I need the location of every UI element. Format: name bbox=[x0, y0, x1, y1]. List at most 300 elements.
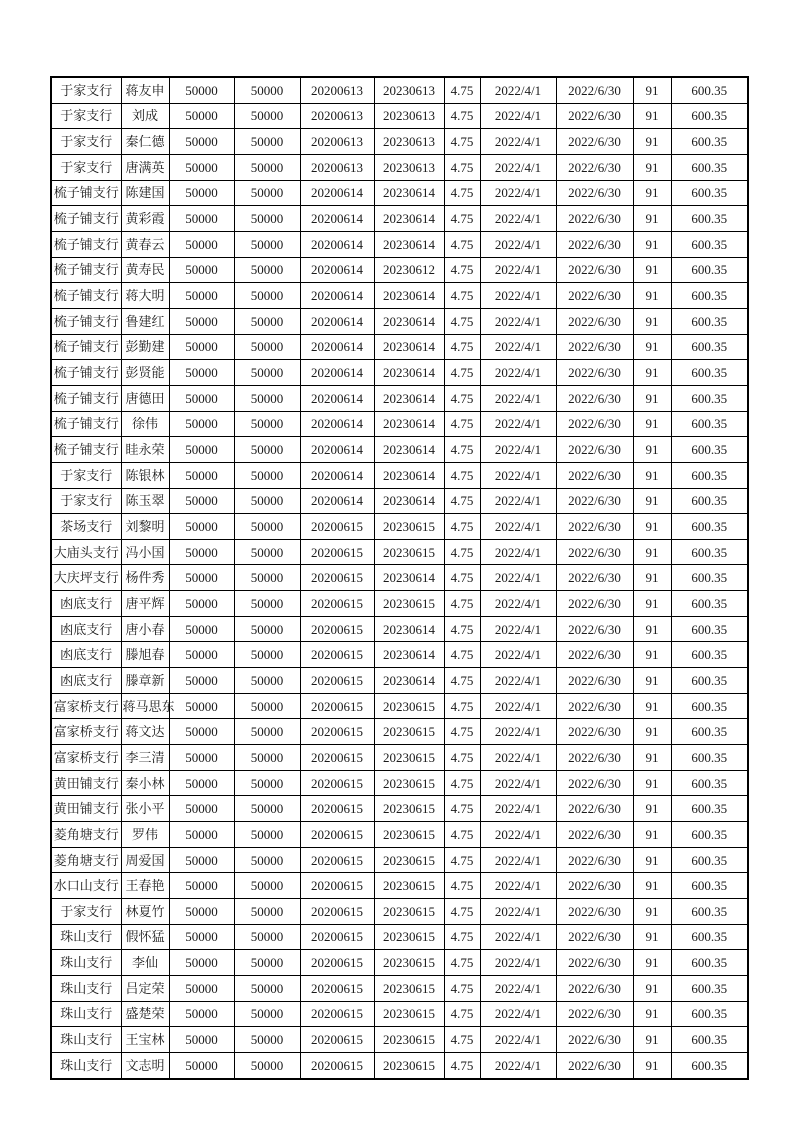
cell-days: 91 bbox=[633, 154, 671, 180]
cell-depositor-name: 蒋文达 bbox=[121, 719, 169, 745]
cell-deposit-date: 20200615 bbox=[300, 642, 374, 668]
cell-rate: 4.75 bbox=[444, 693, 480, 719]
cell-maturity-date: 20230614 bbox=[374, 668, 444, 694]
cell-deposit-date: 20200615 bbox=[300, 796, 374, 822]
cell-amount-2: 50000 bbox=[234, 847, 300, 873]
cell-depositor-name: 彭勤建 bbox=[121, 334, 169, 360]
cell-depositor-name: 林夏竹 bbox=[121, 899, 169, 925]
cell-days: 91 bbox=[633, 950, 671, 976]
cell-branch: 富家桥支行 bbox=[51, 693, 121, 719]
cell-amount-1: 50000 bbox=[169, 899, 234, 925]
cell-interest-end: 2022/6/30 bbox=[556, 1027, 633, 1053]
cell-depositor-name: 吕定荣 bbox=[121, 975, 169, 1001]
cell-interest: 600.35 bbox=[671, 899, 748, 925]
cell-depositor-name: 李三清 bbox=[121, 745, 169, 771]
cell-interest-end: 2022/6/30 bbox=[556, 488, 633, 514]
cell-interest-start: 2022/4/1 bbox=[480, 385, 556, 411]
cell-interest-end: 2022/6/30 bbox=[556, 822, 633, 848]
table-row bbox=[51, 899, 748, 925]
cell-interest: 600.35 bbox=[671, 924, 748, 950]
cell-deposit-date: 20200615 bbox=[300, 693, 374, 719]
cell-interest: 600.35 bbox=[671, 693, 748, 719]
cell-interest: 600.35 bbox=[671, 488, 748, 514]
cell-depositor-name: 鲁建红 bbox=[121, 308, 169, 334]
cell-branch: 凼底支行 bbox=[51, 668, 121, 694]
cell-branch: 于家支行 bbox=[51, 154, 121, 180]
cell-deposit-date: 20200614 bbox=[300, 437, 374, 463]
cell-rate: 4.75 bbox=[444, 283, 480, 309]
cell-days: 91 bbox=[633, 334, 671, 360]
cell-amount-1: 50000 bbox=[169, 668, 234, 694]
cell-amount-2: 50000 bbox=[234, 257, 300, 283]
cell-deposit-date: 20200615 bbox=[300, 591, 374, 617]
cell-branch: 珠山支行 bbox=[51, 950, 121, 976]
cell-interest-end: 2022/6/30 bbox=[556, 154, 633, 180]
cell-interest-start: 2022/4/1 bbox=[480, 616, 556, 642]
cell-amount-2: 50000 bbox=[234, 950, 300, 976]
cell-days: 91 bbox=[633, 488, 671, 514]
cell-interest-end: 2022/6/30 bbox=[556, 231, 633, 257]
cell-deposit-date: 20200614 bbox=[300, 257, 374, 283]
cell-days: 91 bbox=[633, 77, 671, 103]
cell-maturity-date: 20230615 bbox=[374, 950, 444, 976]
cell-interest: 600.35 bbox=[671, 231, 748, 257]
cell-interest: 600.35 bbox=[671, 514, 748, 540]
cell-deposit-date: 20200614 bbox=[300, 411, 374, 437]
cell-deposit-date: 20200614 bbox=[300, 488, 374, 514]
cell-days: 91 bbox=[633, 591, 671, 617]
cell-days: 91 bbox=[633, 129, 671, 155]
cell-interest: 600.35 bbox=[671, 206, 748, 232]
cell-days: 91 bbox=[633, 796, 671, 822]
cell-interest-end: 2022/6/30 bbox=[556, 411, 633, 437]
cell-maturity-date: 20230615 bbox=[374, 591, 444, 617]
table-row bbox=[51, 514, 748, 540]
cell-branch: 珠山支行 bbox=[51, 975, 121, 1001]
cell-interest-start: 2022/4/1 bbox=[480, 539, 556, 565]
cell-rate: 4.75 bbox=[444, 924, 480, 950]
cell-interest-end: 2022/6/30 bbox=[556, 206, 633, 232]
cell-amount-2: 50000 bbox=[234, 873, 300, 899]
cell-branch: 梳子铺支行 bbox=[51, 257, 121, 283]
cell-interest-end: 2022/6/30 bbox=[556, 693, 633, 719]
cell-interest: 600.35 bbox=[671, 103, 748, 129]
cell-branch: 茶场支行 bbox=[51, 514, 121, 540]
cell-interest-start: 2022/4/1 bbox=[480, 462, 556, 488]
cell-amount-1: 50000 bbox=[169, 154, 234, 180]
cell-rate: 4.75 bbox=[444, 1001, 480, 1027]
table-row bbox=[51, 283, 748, 309]
cell-amount-1: 50000 bbox=[169, 616, 234, 642]
cell-amount-2: 50000 bbox=[234, 154, 300, 180]
cell-depositor-name: 徐伟 bbox=[121, 411, 169, 437]
cell-maturity-date: 20230615 bbox=[374, 1001, 444, 1027]
cell-branch: 梳子铺支行 bbox=[51, 360, 121, 386]
cell-depositor-name: 盛楚荣 bbox=[121, 1001, 169, 1027]
cell-interest-start: 2022/4/1 bbox=[480, 411, 556, 437]
cell-deposit-date: 20200615 bbox=[300, 822, 374, 848]
cell-interest: 600.35 bbox=[671, 565, 748, 591]
cell-amount-1: 50000 bbox=[169, 257, 234, 283]
cell-amount-1: 50000 bbox=[169, 385, 234, 411]
cell-amount-2: 50000 bbox=[234, 77, 300, 103]
cell-amount-1: 50000 bbox=[169, 103, 234, 129]
cell-amount-2: 50000 bbox=[234, 1027, 300, 1053]
cell-deposit-date: 20200615 bbox=[300, 924, 374, 950]
table-body bbox=[51, 77, 748, 1079]
cell-depositor-name: 罗伟 bbox=[121, 822, 169, 848]
cell-interest: 600.35 bbox=[671, 257, 748, 283]
cell-depositor-name: 刘黎明 bbox=[121, 514, 169, 540]
cell-depositor-name: 唐平辉 bbox=[121, 591, 169, 617]
cell-deposit-date: 20200615 bbox=[300, 873, 374, 899]
table-row bbox=[51, 565, 748, 591]
cell-rate: 4.75 bbox=[444, 539, 480, 565]
cell-amount-2: 50000 bbox=[234, 745, 300, 771]
cell-interest-start: 2022/4/1 bbox=[480, 334, 556, 360]
cell-deposit-date: 20200615 bbox=[300, 565, 374, 591]
cell-deposit-date: 20200614 bbox=[300, 308, 374, 334]
cell-days: 91 bbox=[633, 308, 671, 334]
table-row bbox=[51, 231, 748, 257]
cell-branch: 菱角塘支行 bbox=[51, 847, 121, 873]
cell-interest-start: 2022/4/1 bbox=[480, 231, 556, 257]
cell-maturity-date: 20230615 bbox=[374, 1027, 444, 1053]
cell-interest: 600.35 bbox=[671, 411, 748, 437]
cell-days: 91 bbox=[633, 616, 671, 642]
cell-amount-2: 50000 bbox=[234, 231, 300, 257]
cell-days: 91 bbox=[633, 411, 671, 437]
cell-interest-end: 2022/6/30 bbox=[556, 129, 633, 155]
cell-depositor-name: 冯小国 bbox=[121, 539, 169, 565]
table-row bbox=[51, 668, 748, 694]
cell-branch: 梳子铺支行 bbox=[51, 308, 121, 334]
cell-interest: 600.35 bbox=[671, 873, 748, 899]
cell-interest-end: 2022/6/30 bbox=[556, 514, 633, 540]
table-row bbox=[51, 129, 748, 155]
cell-days: 91 bbox=[633, 770, 671, 796]
cell-days: 91 bbox=[633, 385, 671, 411]
cell-deposit-date: 20200614 bbox=[300, 206, 374, 232]
cell-interest: 600.35 bbox=[671, 616, 748, 642]
cell-interest-end: 2022/6/30 bbox=[556, 924, 633, 950]
cell-amount-2: 50000 bbox=[234, 616, 300, 642]
cell-maturity-date: 20230613 bbox=[374, 154, 444, 180]
cell-interest-end: 2022/6/30 bbox=[556, 308, 633, 334]
table-row bbox=[51, 822, 748, 848]
cell-rate: 4.75 bbox=[444, 77, 480, 103]
cell-deposit-date: 20200614 bbox=[300, 283, 374, 309]
cell-amount-2: 50000 bbox=[234, 565, 300, 591]
cell-interest: 600.35 bbox=[671, 847, 748, 873]
table-row bbox=[51, 103, 748, 129]
table-row bbox=[51, 360, 748, 386]
cell-maturity-date: 20230614 bbox=[374, 180, 444, 206]
cell-interest-end: 2022/6/30 bbox=[556, 360, 633, 386]
cell-amount-2: 50000 bbox=[234, 129, 300, 155]
cell-interest-end: 2022/6/30 bbox=[556, 796, 633, 822]
cell-amount-2: 50000 bbox=[234, 103, 300, 129]
cell-interest-start: 2022/4/1 bbox=[480, 77, 556, 103]
cell-branch: 凼底支行 bbox=[51, 616, 121, 642]
cell-days: 91 bbox=[633, 975, 671, 1001]
cell-amount-1: 50000 bbox=[169, 745, 234, 771]
cell-interest-end: 2022/6/30 bbox=[556, 77, 633, 103]
cell-depositor-name: 秦仁德 bbox=[121, 129, 169, 155]
cell-interest-start: 2022/4/1 bbox=[480, 693, 556, 719]
table-row bbox=[51, 873, 748, 899]
table-row bbox=[51, 924, 748, 950]
cell-depositor-name: 陈银林 bbox=[121, 462, 169, 488]
cell-maturity-date: 20230614 bbox=[374, 616, 444, 642]
cell-interest-end: 2022/6/30 bbox=[556, 642, 633, 668]
cell-rate: 4.75 bbox=[444, 103, 480, 129]
cell-interest-start: 2022/4/1 bbox=[480, 360, 556, 386]
cell-branch: 于家支行 bbox=[51, 899, 121, 925]
cell-days: 91 bbox=[633, 514, 671, 540]
cell-amount-1: 50000 bbox=[169, 847, 234, 873]
cell-interest-start: 2022/4/1 bbox=[480, 950, 556, 976]
table-row bbox=[51, 77, 748, 103]
cell-maturity-date: 20230615 bbox=[374, 745, 444, 771]
cell-days: 91 bbox=[633, 565, 671, 591]
table-row bbox=[51, 591, 748, 617]
cell-amount-1: 50000 bbox=[169, 283, 234, 309]
cell-deposit-date: 20200615 bbox=[300, 1052, 374, 1078]
cell-interest-end: 2022/6/30 bbox=[556, 1052, 633, 1078]
cell-amount-2: 50000 bbox=[234, 1001, 300, 1027]
cell-rate: 4.75 bbox=[444, 411, 480, 437]
cell-depositor-name: 杨件秀 bbox=[121, 565, 169, 591]
cell-interest-end: 2022/6/30 bbox=[556, 1001, 633, 1027]
cell-rate: 4.75 bbox=[444, 385, 480, 411]
cell-rate: 4.75 bbox=[444, 1052, 480, 1078]
cell-amount-1: 50000 bbox=[169, 411, 234, 437]
cell-rate: 4.75 bbox=[444, 873, 480, 899]
cell-interest-start: 2022/4/1 bbox=[480, 745, 556, 771]
cell-deposit-date: 20200614 bbox=[300, 231, 374, 257]
cell-amount-1: 50000 bbox=[169, 642, 234, 668]
cell-branch: 黄田铺支行 bbox=[51, 770, 121, 796]
cell-deposit-date: 20200615 bbox=[300, 514, 374, 540]
cell-amount-1: 50000 bbox=[169, 488, 234, 514]
cell-branch: 于家支行 bbox=[51, 462, 121, 488]
cell-deposit-date: 20200614 bbox=[300, 180, 374, 206]
table-row bbox=[51, 693, 748, 719]
cell-rate: 4.75 bbox=[444, 1027, 480, 1053]
cell-interest: 600.35 bbox=[671, 385, 748, 411]
cell-rate: 4.75 bbox=[444, 642, 480, 668]
cell-interest-start: 2022/4/1 bbox=[480, 257, 556, 283]
cell-days: 91 bbox=[633, 462, 671, 488]
cell-depositor-name: 假怀猛 bbox=[121, 924, 169, 950]
cell-depositor-name: 唐小春 bbox=[121, 616, 169, 642]
cell-interest-end: 2022/6/30 bbox=[556, 334, 633, 360]
cell-rate: 4.75 bbox=[444, 847, 480, 873]
cell-deposit-date: 20200615 bbox=[300, 668, 374, 694]
cell-interest: 600.35 bbox=[671, 770, 748, 796]
cell-deposit-date: 20200615 bbox=[300, 770, 374, 796]
cell-interest-start: 2022/4/1 bbox=[480, 437, 556, 463]
cell-branch: 富家桥支行 bbox=[51, 719, 121, 745]
cell-interest-end: 2022/6/30 bbox=[556, 283, 633, 309]
cell-days: 91 bbox=[633, 1027, 671, 1053]
cell-interest: 600.35 bbox=[671, 437, 748, 463]
cell-maturity-date: 20230615 bbox=[374, 1052, 444, 1078]
cell-maturity-date: 20230615 bbox=[374, 796, 444, 822]
cell-interest-start: 2022/4/1 bbox=[480, 770, 556, 796]
cell-branch: 于家支行 bbox=[51, 488, 121, 514]
cell-rate: 4.75 bbox=[444, 334, 480, 360]
cell-amount-2: 50000 bbox=[234, 360, 300, 386]
cell-depositor-name: 陈玉翠 bbox=[121, 488, 169, 514]
cell-interest: 600.35 bbox=[671, 539, 748, 565]
cell-maturity-date: 20230614 bbox=[374, 308, 444, 334]
cell-amount-1: 50000 bbox=[169, 334, 234, 360]
cell-amount-1: 50000 bbox=[169, 719, 234, 745]
cell-maturity-date: 20230615 bbox=[374, 693, 444, 719]
cell-amount-2: 50000 bbox=[234, 770, 300, 796]
cell-depositor-name: 滕旭春 bbox=[121, 642, 169, 668]
cell-maturity-date: 20230614 bbox=[374, 334, 444, 360]
cell-days: 91 bbox=[633, 924, 671, 950]
cell-rate: 4.75 bbox=[444, 129, 480, 155]
cell-deposit-date: 20200615 bbox=[300, 847, 374, 873]
table-row bbox=[51, 770, 748, 796]
cell-branch: 梳子铺支行 bbox=[51, 180, 121, 206]
cell-deposit-date: 20200615 bbox=[300, 975, 374, 1001]
table-row bbox=[51, 975, 748, 1001]
cell-deposit-date: 20200615 bbox=[300, 899, 374, 925]
cell-rate: 4.75 bbox=[444, 796, 480, 822]
cell-rate: 4.75 bbox=[444, 668, 480, 694]
table-row bbox=[51, 206, 748, 232]
cell-days: 91 bbox=[633, 103, 671, 129]
cell-branch: 于家支行 bbox=[51, 77, 121, 103]
cell-branch: 梳子铺支行 bbox=[51, 206, 121, 232]
cell-depositor-name: 滕章新 bbox=[121, 668, 169, 694]
cell-rate: 4.75 bbox=[444, 899, 480, 925]
cell-interest-end: 2022/6/30 bbox=[556, 462, 633, 488]
cell-amount-1: 50000 bbox=[169, 231, 234, 257]
cell-amount-2: 50000 bbox=[234, 899, 300, 925]
cell-interest-end: 2022/6/30 bbox=[556, 899, 633, 925]
cell-depositor-name: 王宝林 bbox=[121, 1027, 169, 1053]
cell-days: 91 bbox=[633, 1001, 671, 1027]
cell-amount-1: 50000 bbox=[169, 796, 234, 822]
cell-depositor-name: 王春艳 bbox=[121, 873, 169, 899]
cell-rate: 4.75 bbox=[444, 822, 480, 848]
cell-maturity-date: 20230614 bbox=[374, 437, 444, 463]
table-row bbox=[51, 437, 748, 463]
cell-amount-2: 50000 bbox=[234, 539, 300, 565]
cell-rate: 4.75 bbox=[444, 591, 480, 617]
cell-interest-start: 2022/4/1 bbox=[480, 847, 556, 873]
cell-depositor-name: 秦小林 bbox=[121, 770, 169, 796]
cell-rate: 4.75 bbox=[444, 950, 480, 976]
cell-depositor-name: 陈建国 bbox=[121, 180, 169, 206]
cell-deposit-date: 20200615 bbox=[300, 616, 374, 642]
cell-interest-start: 2022/4/1 bbox=[480, 796, 556, 822]
cell-branch: 黄田铺支行 bbox=[51, 796, 121, 822]
cell-maturity-date: 20230615 bbox=[374, 899, 444, 925]
cell-interest-start: 2022/4/1 bbox=[480, 719, 556, 745]
table-row bbox=[51, 950, 748, 976]
cell-amount-2: 50000 bbox=[234, 308, 300, 334]
table-row bbox=[51, 334, 748, 360]
cell-depositor-name: 唐德田 bbox=[121, 385, 169, 411]
cell-interest: 600.35 bbox=[671, 283, 748, 309]
cell-maturity-date: 20230614 bbox=[374, 642, 444, 668]
cell-amount-2: 50000 bbox=[234, 514, 300, 540]
table-row bbox=[51, 488, 748, 514]
table-row bbox=[51, 385, 748, 411]
cell-amount-1: 50000 bbox=[169, 514, 234, 540]
cell-amount-2: 50000 bbox=[234, 796, 300, 822]
cell-interest-end: 2022/6/30 bbox=[556, 437, 633, 463]
cell-interest: 600.35 bbox=[671, 462, 748, 488]
cell-branch: 凼底支行 bbox=[51, 642, 121, 668]
cell-interest-start: 2022/4/1 bbox=[480, 1027, 556, 1053]
cell-maturity-date: 20230614 bbox=[374, 411, 444, 437]
cell-amount-1: 50000 bbox=[169, 693, 234, 719]
cell-deposit-date: 20200613 bbox=[300, 103, 374, 129]
cell-amount-1: 50000 bbox=[169, 77, 234, 103]
cell-amount-2: 50000 bbox=[234, 591, 300, 617]
table-row bbox=[51, 539, 748, 565]
cell-amount-2: 50000 bbox=[234, 975, 300, 1001]
cell-branch: 凼底支行 bbox=[51, 591, 121, 617]
cell-deposit-date: 20200615 bbox=[300, 1001, 374, 1027]
cell-branch: 珠山支行 bbox=[51, 1052, 121, 1078]
deposit-records-table bbox=[50, 76, 749, 1080]
cell-days: 91 bbox=[633, 642, 671, 668]
cell-depositor-name: 张小平 bbox=[121, 796, 169, 822]
cell-depositor-name: 文志明 bbox=[121, 1052, 169, 1078]
cell-maturity-date: 20230614 bbox=[374, 231, 444, 257]
cell-maturity-date: 20230614 bbox=[374, 206, 444, 232]
table-row bbox=[51, 462, 748, 488]
cell-maturity-date: 20230614 bbox=[374, 565, 444, 591]
cell-depositor-name: 周爱国 bbox=[121, 847, 169, 873]
cell-amount-2: 50000 bbox=[234, 719, 300, 745]
cell-maturity-date: 20230615 bbox=[374, 770, 444, 796]
cell-amount-2: 50000 bbox=[234, 924, 300, 950]
cell-rate: 4.75 bbox=[444, 180, 480, 206]
cell-amount-1: 50000 bbox=[169, 822, 234, 848]
cell-rate: 4.75 bbox=[444, 154, 480, 180]
cell-rate: 4.75 bbox=[444, 745, 480, 771]
cell-interest: 600.35 bbox=[671, 719, 748, 745]
cell-days: 91 bbox=[633, 539, 671, 565]
cell-days: 91 bbox=[633, 257, 671, 283]
cell-deposit-date: 20200614 bbox=[300, 385, 374, 411]
table-row bbox=[51, 847, 748, 873]
cell-interest: 600.35 bbox=[671, 822, 748, 848]
cell-amount-1: 50000 bbox=[169, 308, 234, 334]
cell-interest-end: 2022/6/30 bbox=[556, 257, 633, 283]
cell-interest-end: 2022/6/30 bbox=[556, 873, 633, 899]
cell-interest-end: 2022/6/30 bbox=[556, 770, 633, 796]
cell-depositor-name: 蒋马思东 bbox=[121, 693, 169, 719]
cell-branch: 大庆坪支行 bbox=[51, 565, 121, 591]
cell-amount-1: 50000 bbox=[169, 770, 234, 796]
cell-deposit-date: 20200615 bbox=[300, 539, 374, 565]
cell-rate: 4.75 bbox=[444, 514, 480, 540]
cell-depositor-name: 彭贤能 bbox=[121, 360, 169, 386]
cell-interest-end: 2022/6/30 bbox=[556, 745, 633, 771]
cell-interest: 600.35 bbox=[671, 1001, 748, 1027]
